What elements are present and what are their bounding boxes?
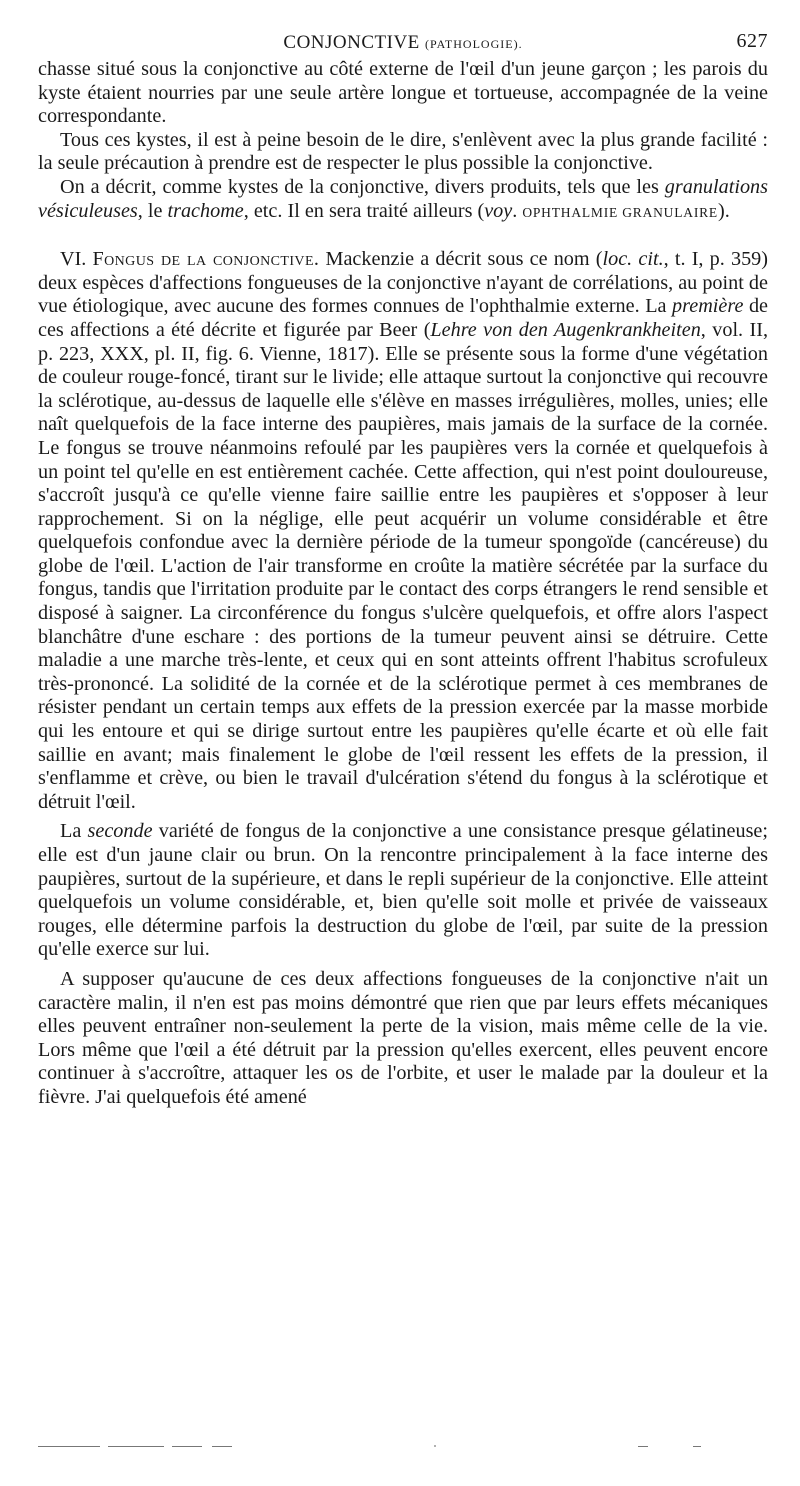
paragraph-2: Tous ces kystes, il est à peine besoin de le dire, s'enlèvent avec la plus grande facilité : la seule précaution à prendre est de respecter le plus possible la conjonctive.	[38, 128, 768, 175]
p3-italic-2: trachome	[167, 199, 244, 222]
scan-mark	[172, 1446, 202, 1447]
p3-italic-1: granulations vésiculeuses	[38, 175, 768, 222]
running-title-main: CONJONCTIVE	[283, 32, 420, 53]
p4-text-2: , t. I, p. 359) deux espèces d'affections fongueuses de la conjonctive n'ayant de corrélations, au point de vue étiologique, avec aucune des formes connues de l'ophthalmie externe. La	[38, 248, 768, 318]
section-heading: Fongus de la conjonctive.	[92, 248, 320, 271]
scan-mark	[693, 1446, 701, 1447]
running-title	[38, 32, 768, 54]
p3-text-1: On a décrit, comme kystes de la conjonctive, divers produits, tels que les	[60, 175, 665, 198]
p5-italic-1: seconde	[87, 820, 153, 843]
scan-artifact-marks	[38, 1444, 768, 1450]
scan-mark	[108, 1446, 164, 1447]
p4-text-4: , vol. II, p. 223, XXX, pl. II, fig. 6. Vienne, 1817). Elle se présente sous la forme d'une végétation de couleur rouge-foncé, tirant sur le livide; elle attaque surtout la conjonctive qui recouvre la sclérotique, au-dessus de laquelle elle s'élève en masses irrégulières, molles, unies; elle naît quelquefois de la face interne des paupières, mais jamais de la surface de la cornée. Le fongus se trouve néanmoins refoulé par les paupières vers la cornée et quelquefois à un point tel qu'elle en est entièrement cachée. Cette affection, qui n'est point douloureuse, s'accroît jusqu'à ce qu'elle vienne faire saillie entre les paupières et s'opposer à leur rapprochement. Si on la néglige, elle peut acquérir un volume considérable et être quelquefois confondue avec la dernière période de la tumeur spongoïde (cancéreuse) du globe de l'œil. L'action de l'air transforme en croûte la matière sécrétée par la surface du fongus, tandis que l'irritation produite par le contact des corps étrangers le rend sensible et disposé à saigner. La circonférence du fongus s'ulcère quelquefois, et offre alors l'aspect blanchâtre d'une eschare : des portions de la tumeur peuvent ainsi se détruire. Cette maladie a une marche très-lente, et ceux qui en sont atteints offrent l'habitus scrofuleux très-prononcé. La solidité de la cornée et de la sclérotique permet à ces membranes de résister pendant un certain temps aux effets de la pression exercée par la masse morbide qui les entoure et qui se dirige surtout entre les paupières qu'elle écarte et où elle fait saillie en avant; mais finalement le globe de l'œil ressent les effets de la pression, il s'enflamme et crève, ou bien le travail d'ulcération s'étend du fongus à la sclérotique et détruit l'œil.	[38, 318, 768, 813]
p4-text-3: de ces affections a été décrite et figurée par Beer (	[38, 295, 768, 341]
p5-text-1: La	[60, 820, 88, 843]
page-number: 627	[736, 30, 768, 52]
paragraph-1: chasse situé sous la conjonctive au côté externe de l'œil d'un jeune garçon ; les parois du kyste étaient nourries par une seule artère longue et tortueuse, accompagnée de la veine correspondante.	[38, 58, 768, 128]
p4-italic-3: Lehre von den Augenkrankheiten	[430, 318, 701, 341]
running-title-sub: (PATHOLOGIE).	[425, 37, 523, 51]
section-numeral: VI.	[60, 248, 93, 271]
paragraph-5	[38, 820, 768, 962]
p3-text-4: .	[512, 199, 523, 222]
p3-text-3: , etc. Il en sera traité ailleurs (	[243, 199, 485, 222]
running-head	[38, 28, 768, 58]
p4-italic-1: loc. cit.	[602, 248, 664, 271]
p3-text-2: , le	[137, 199, 168, 222]
body-text	[38, 58, 768, 1110]
scan-mark	[212, 1446, 232, 1447]
p5-text-2: variété de fongus de la conjonctive a une consistance presque gélatineuse; elle est d'un jaune clair ou brun. On la rencontre principalement à la face interne des paupières, surtout de la supérieure, et dans le repli supérieur de la conjonctive. Elle atteint quelquefois un volume considérable, et, bien qu'elle soit molle et privée de vaisseaux rouges, elle détermine parfois la destruction du globe de l'œil, par suite de la pression qu'elle exerce sur lui.	[38, 820, 768, 961]
scan-mark	[638, 1446, 648, 1447]
p3-text-5: ).	[717, 199, 730, 222]
book-page	[38, 28, 768, 1110]
paragraph-3	[38, 176, 768, 224]
p4-text-1: Mackenzie a décrit sous ce nom (	[319, 248, 603, 271]
cross-reference: OPHTHALMIE GRANULAIRE	[522, 204, 718, 220]
scan-mark	[38, 1446, 100, 1447]
p4-italic-2: première	[672, 295, 744, 318]
paragraph-6: A supposer qu'aucune de ces deux affections fongueuses de la conjonctive n'ait un caractère malin, il n'en est pas moins démontré que rien que par leurs effets mécaniques elles peuvent entraîner non-seulement la perte de la vision, mais même celle de la vie. Lors même que l'œil a été détruit par la pression qu'elles exercent, elles peuvent encore continuer à s'accroître, attaquer les os de l'orbite, et user le malade par la douleur et la fièvre. J'ai quelquefois été amené	[38, 967, 768, 1108]
paragraph-4	[38, 248, 768, 814]
scan-speck	[434, 1445, 436, 1447]
p3-italic-3: voy	[484, 199, 513, 222]
